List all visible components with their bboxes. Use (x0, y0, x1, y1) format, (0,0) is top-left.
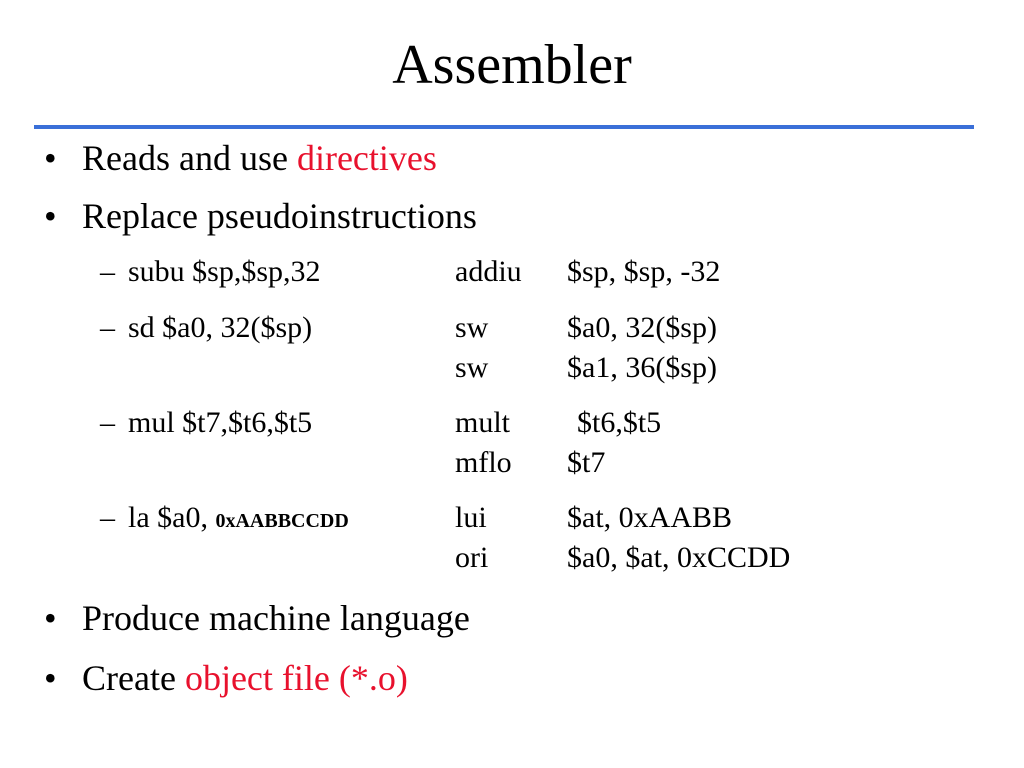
opcode: lui (455, 501, 487, 534)
expansion-line (455, 254, 720, 290)
bullet-highlight: directives (296, 138, 437, 178)
bullet-dot-icon: • (44, 138, 57, 178)
operands: $a0, $at, 0xCCDD (567, 541, 791, 574)
operands: $t7 (567, 446, 606, 479)
sub-bullet-subu (100, 254, 321, 290)
operands: $a0, 32($sp) (567, 311, 717, 344)
dash-icon: – (100, 501, 115, 534)
pseudo-instruction: sd $a0, 32($sp) (128, 311, 313, 344)
bullet-dot-icon: • (44, 196, 57, 236)
expansion-line (455, 405, 661, 441)
pseudo-immediate: 0xAABBCCDD (215, 510, 349, 532)
opcode: addiu (455, 255, 522, 288)
bullet-dot-icon: • (44, 658, 57, 698)
title-divider (34, 125, 974, 129)
expansion-line (455, 500, 732, 536)
bullet-dot-icon: • (44, 598, 57, 638)
operands: $t6,$t5 (577, 406, 662, 439)
dash-icon: – (100, 311, 115, 344)
opcode: mult (455, 406, 511, 439)
dash-icon: – (100, 255, 115, 288)
bullet-machine-language (44, 598, 470, 638)
opcode: mflo (455, 446, 512, 479)
sub-bullet-la (100, 500, 349, 539)
pseudo-instruction: subu $sp,$sp,32 (128, 255, 321, 288)
expansion-line (455, 350, 717, 386)
sub-bullet-mul (100, 405, 312, 441)
sub-bullet-sd (100, 310, 312, 346)
pseudo-instruction: mul $t7,$t6,$t5 (128, 406, 313, 439)
expansion-line (455, 540, 790, 576)
bullet-highlight: object file (*.o) (184, 658, 408, 698)
bullet-pseudoinstructions (44, 196, 477, 236)
bullet-text: Produce machine language (82, 598, 470, 638)
bullet-text: Reads and use (82, 138, 297, 178)
operands: $at, 0xAABB (567, 501, 732, 534)
opcode: sw (455, 311, 489, 344)
bullet-object-file (44, 658, 408, 698)
expansion-line (455, 310, 717, 346)
operands: $a1, 36($sp) (567, 351, 717, 384)
dash-icon: – (100, 406, 115, 439)
opcode: sw (455, 351, 489, 384)
operands: $sp, $sp, -32 (567, 255, 721, 288)
opcode: ori (455, 541, 489, 574)
bullet-text: Create (82, 658, 185, 698)
bullet-text: Replace pseudoinstructions (82, 196, 477, 236)
expansion-line (455, 445, 605, 481)
bullet-directives (44, 138, 437, 178)
slide-title: Assembler (392, 34, 632, 96)
pseudo-instruction: la $a0, (128, 501, 216, 534)
